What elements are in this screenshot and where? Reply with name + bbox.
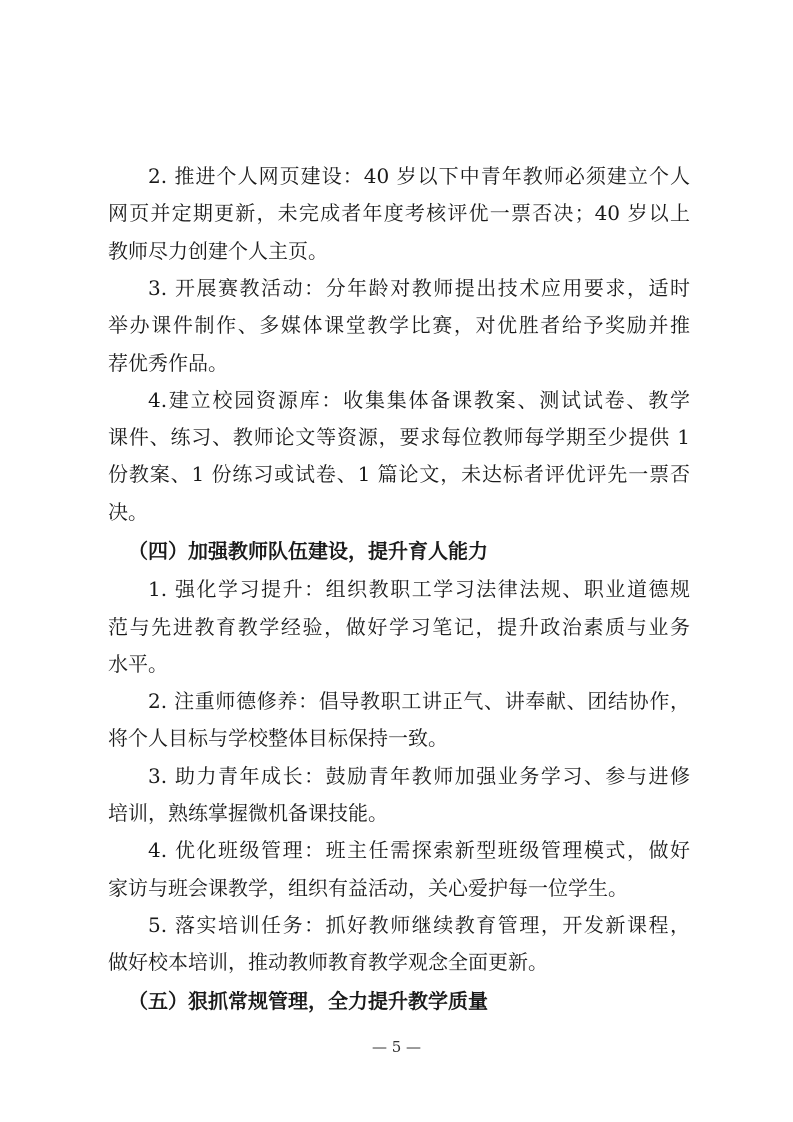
paragraph-line: 将个人目标与学校整体目标保持一致。	[108, 726, 448, 750]
paragraph-line: 荐优秀作品。	[108, 351, 228, 375]
paragraph-line: 培训，熟练掌握微机备课技能。	[108, 801, 388, 825]
paragraph-line: 决。	[108, 500, 148, 524]
paragraph-line: 水平。	[108, 652, 168, 676]
page-number: — 5 —	[371, 1038, 422, 1056]
paragraph-line: 3. 开展赛教活动：分年龄对教师提出技术应用要求，适时	[148, 276, 690, 300]
paragraph-line: 份教案、1 份练习或试卷、1 篇论文，未达标者评优评先一票否	[108, 462, 690, 486]
paragraph-line: 教师尽力创建个人主页。	[108, 239, 328, 263]
paragraph-line: 家访与班会课教学，组织有益活动，关心爱护每一位学生。	[108, 876, 628, 900]
paragraph-line: 2. 注重师德修养：倡导教职工讲正气、讲奉献、团结协作，	[148, 689, 690, 713]
paragraph-line: 2. 推进个人网页建设：40 岁以下中青年教师必须建立个人	[148, 164, 690, 188]
paragraph-line: 5. 落实培训任务：抓好教师继续教育管理，开发新课程，	[148, 913, 690, 937]
paragraph-line: 范与先进教育教学经验，做好学习笔记，提升政治素质与业务	[108, 615, 690, 639]
paragraph-line: 举办课件制作、多媒体课堂教学比赛，对优胜者给予奖励并推	[108, 313, 690, 337]
paragraph-line: 4. 优化班级管理：班主任需探索新型班级管理模式，做好	[148, 838, 690, 862]
section-heading: （四）加强教师队伍建设，提升育人能力	[128, 539, 488, 563]
paragraph-line: 课件、练习、教师论文等资源，要求每位教师每学期至少提供 1	[108, 425, 690, 449]
paragraph-line: 网页并定期更新，未完成者年度考核评优一票否决；40 岁以上	[108, 201, 690, 225]
paragraph-line: 做好校本培训，推动教师教育教学观念全面更新。	[108, 950, 548, 974]
paragraph-line: 4.建立校园资源库：收集集体备课教案、测试试卷、教学	[148, 388, 690, 412]
paragraph-line: 3. 助力青年成长：鼓励青年教师加强业务学习、参与进修	[148, 764, 690, 788]
paragraph-line: 1. 强化学习提升：组织教职工学习法律法规、职业道德规	[148, 577, 690, 601]
section-heading: （五）狠抓常规管理，全力提升教学质量	[128, 989, 488, 1013]
